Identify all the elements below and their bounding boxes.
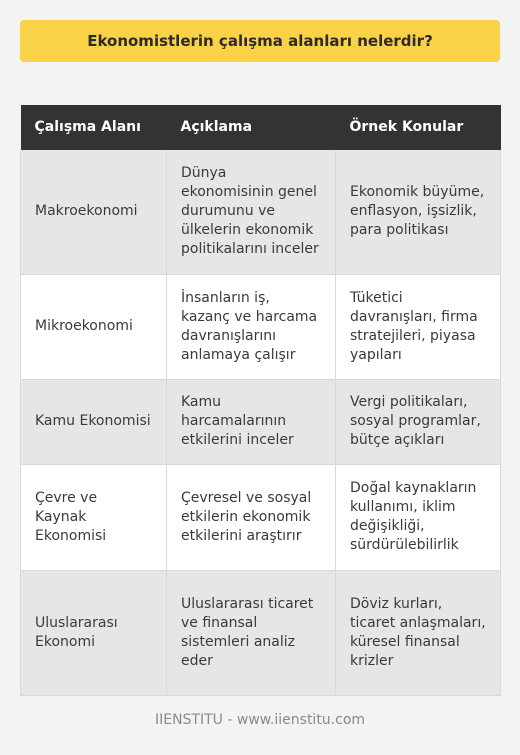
cell-ornek: Doğal kaynakların kullanımı, iklim değişikliği, sürdürülebilirlik — [336, 464, 501, 570]
table-row — [21, 570, 501, 695]
footer-credit: IIENSTITU - www.iienstitu.com — [154, 712, 366, 728]
cell-ornek: Döviz kurları, ticaret anlaşmaları, küresel finansal krizler — [336, 570, 501, 695]
table-row — [21, 274, 501, 379]
cell-alan: Uluslararası Ekonomi — [21, 570, 167, 695]
cell-aciklama: Kamu harcamalarının etkilerini inceler — [167, 379, 336, 464]
header-aciklama: Açıklama — [167, 105, 336, 150]
table-row — [21, 464, 501, 570]
table-row — [21, 150, 501, 274]
cell-aciklama: İnsanların iş, kazanç ve harcama davranışlarını anlamaya çalışır — [167, 274, 336, 379]
cell-alan: Çevre ve Kaynak Ekonomisi — [21, 464, 167, 570]
table-header-row — [21, 105, 501, 150]
cell-aciklama: Dünya ekonomisinin genel durumunu ve ülkelerin ekonomik politikalarını inceler — [167, 150, 336, 274]
page-title: Ekonomistlerin çalışma alanları nelerdir? — [20, 20, 500, 62]
cell-ornek: Vergi politikaları, sosyal programlar, bütçe açıkları — [336, 379, 501, 464]
cell-alan: Makroekonomi — [21, 150, 167, 274]
cell-ornek: Ekonomik büyüme, enflasyon, işsizlik, para politikası — [336, 150, 501, 274]
table-row — [21, 379, 501, 464]
cell-alan: Mikroekonomi — [21, 274, 167, 379]
cell-aciklama: Uluslararası ticaret ve finansal sistemleri analiz eder — [167, 570, 336, 695]
cell-ornek: Tüketici davranışları, firma stratejileri, piyasa yapıları — [336, 274, 501, 379]
header-calisma-alani: Çalışma Alanı — [21, 105, 167, 150]
cell-aciklama: Çevresel ve sosyal etkilerin ekonomik etkilerini araştırır — [167, 464, 336, 570]
header-ornek-konular: Örnek Konular — [336, 105, 501, 150]
cell-alan: Kamu Ekonomisi — [21, 379, 167, 464]
work-areas-table — [20, 105, 501, 696]
